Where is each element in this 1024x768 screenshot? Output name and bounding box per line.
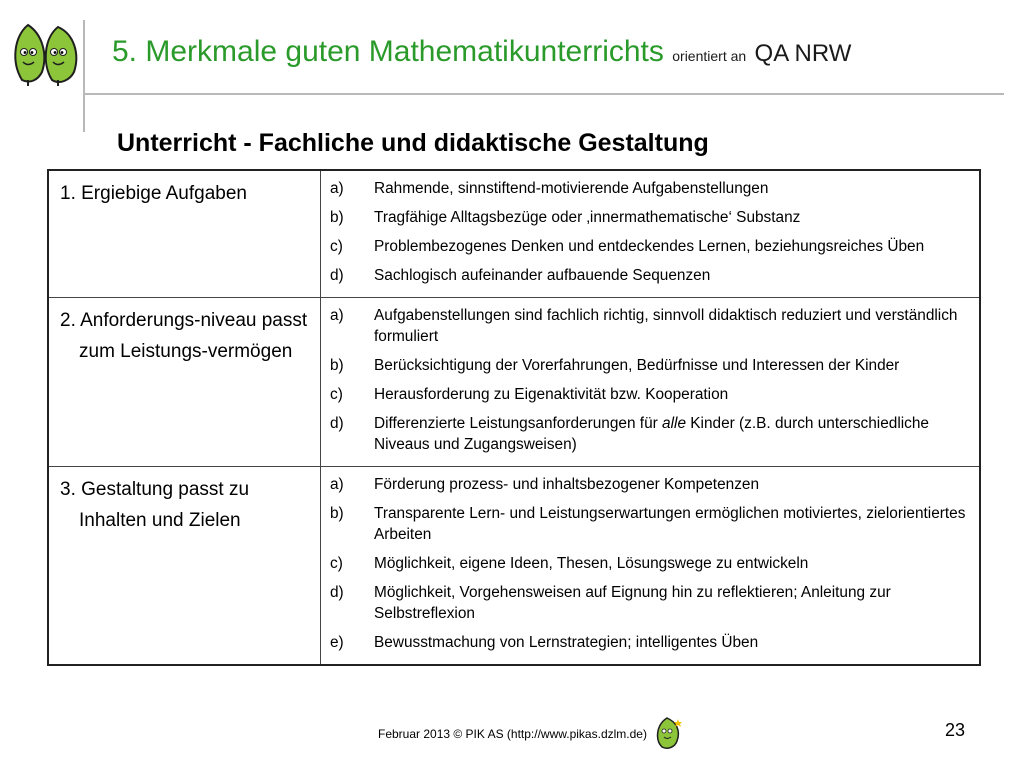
list-item	[327, 553, 969, 574]
item-marker: b)	[330, 357, 344, 374]
item-marker: e)	[330, 634, 344, 651]
leaf-mascot-icon	[650, 716, 684, 750]
item-marker: a)	[330, 180, 344, 197]
item-text: Tragfähige Alltagsbezüge oder ‚innermathematische‘ Substanz	[374, 209, 801, 226]
item-marker: d)	[330, 584, 344, 601]
list-item	[327, 355, 969, 376]
item-text: Berücksichtigung der Vorerfahrungen, Bedürfnisse und Interessen der Kinder	[374, 357, 900, 374]
list-item	[327, 503, 969, 545]
row-label: 3. Gestaltung passt zu Inhalten und Zielen	[60, 479, 250, 531]
row-items-cell	[321, 467, 981, 666]
row-label: 2. Anforderungs-niveau passt zum Leistungs-vermögen	[60, 310, 308, 362]
item-marker: b)	[330, 209, 344, 226]
header-vertical-rule	[83, 20, 85, 132]
item-text-after: Kinder (z.B. durch unterschiedliche Niveaus und Zugangsweisen)	[374, 415, 929, 453]
title-main: 5. Merkmale guten Mathematikunterrichts	[112, 35, 664, 68]
item-text: Bewusstmachung von Lernstrategien; intelligentes Üben	[374, 634, 759, 651]
criteria-table	[47, 169, 981, 666]
list-item	[327, 582, 969, 624]
item-text: Herausforderung zu Eigenaktivität bzw. Kooperation	[374, 386, 729, 403]
row-label-cell	[48, 298, 321, 467]
title-org: QA NRW	[754, 40, 852, 67]
criteria-list	[327, 305, 969, 455]
page-number: 23	[945, 720, 966, 740]
item-text: Rahmende, sinnstiftend-motivierende Aufgabenstellungen	[374, 180, 769, 197]
list-item	[327, 178, 969, 199]
criteria-list	[327, 178, 969, 286]
criteria-list	[327, 474, 969, 653]
table-row	[48, 298, 980, 467]
header-horizontal-rule	[84, 93, 1004, 95]
list-item	[327, 265, 969, 286]
leaf-mascots-icon	[8, 22, 82, 88]
item-text: Problembezogenes Denken und entdeckendes Lernen, beziehungsreiches Üben	[374, 238, 925, 255]
list-item	[327, 474, 969, 495]
item-marker: a)	[330, 476, 344, 493]
row-label-cell	[48, 170, 321, 298]
item-marker: c)	[330, 238, 343, 255]
item-text: Möglichkeit, eigene Ideen, Thesen, Lösungswege zu entwickeln	[374, 555, 809, 572]
list-item	[327, 236, 969, 257]
item-text-before: Differenzierte Leistungsanforderungen für	[374, 415, 663, 432]
item-text: Möglichkeit, Vorgehensweisen auf Eignung hin zu reflektieren; Anleitung zur Selbstreflexion	[374, 584, 891, 622]
list-item	[327, 207, 969, 228]
item-text: Förderung prozess- und inhaltsbezogener Kompetenzen	[374, 476, 760, 493]
table-row	[48, 467, 980, 666]
section-subtitle: Unterricht - Fachliche und didaktische Gestaltung	[117, 129, 709, 157]
item-marker: d)	[330, 267, 344, 284]
item-marker: d)	[330, 415, 344, 432]
row-items-cell	[321, 170, 981, 298]
row-label: 1. Ergiebige Aufgaben	[60, 183, 247, 204]
item-text: Transparente Lern- und Leistungserwartungen ermöglichen motiviertes, zielorientiertes Arbeiten	[374, 505, 966, 543]
page-title	[112, 34, 851, 74]
item-marker: b)	[330, 505, 344, 522]
item-text: Sachlogisch aufeinander aufbauende Sequenzen	[374, 267, 711, 284]
item-marker: a)	[330, 307, 344, 324]
title-small: orientiert an	[672, 48, 747, 64]
list-item	[327, 413, 969, 455]
footer-text: Februar 2013 © PIK AS (http://www.pikas.dzlm.de)	[378, 727, 647, 741]
table-row	[48, 170, 980, 298]
list-item	[327, 384, 969, 405]
row-label-cell	[48, 467, 321, 666]
list-item	[327, 632, 969, 653]
item-text: Aufgabenstellungen sind fachlich richtig, sinnvoll didaktisch reduziert und verständlich formuliert	[374, 307, 958, 345]
item-marker: c)	[330, 386, 343, 403]
item-marker: c)	[330, 555, 343, 572]
row-items-cell	[321, 298, 981, 467]
list-item	[327, 305, 969, 347]
item-text-emphasis: alle	[662, 415, 687, 432]
